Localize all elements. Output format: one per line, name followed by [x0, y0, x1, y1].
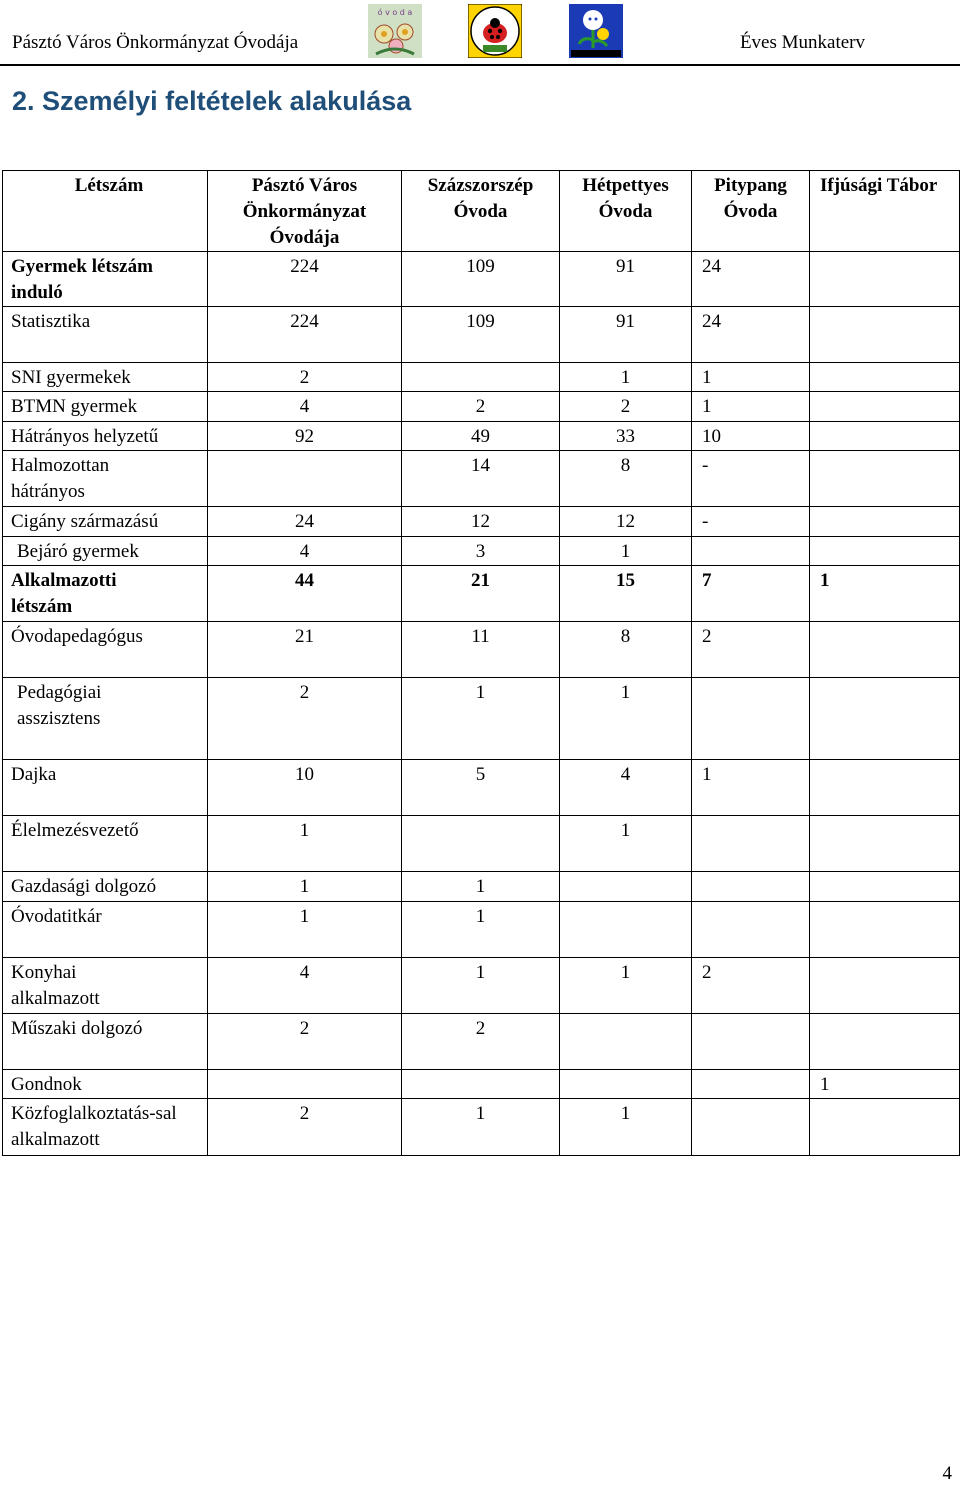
column-header: Százszorszép Óvoda	[402, 171, 560, 252]
table-header-row	[3, 171, 960, 252]
table-cell: 49	[402, 422, 560, 451]
table-cell: 24	[692, 252, 810, 307]
table-cell	[810, 678, 960, 760]
row-label	[3, 392, 208, 422]
table-row	[3, 451, 960, 507]
header-left: Pásztó Város Önkormányzat Óvodája	[12, 32, 299, 53]
table-cell	[810, 451, 960, 507]
table-row	[3, 872, 960, 902]
table-cell	[402, 816, 560, 872]
table-cell: 1	[208, 902, 402, 958]
table-cell: 2	[208, 363, 402, 392]
table-cell: 33	[560, 422, 692, 451]
table-cell	[810, 760, 960, 816]
table-row	[3, 252, 960, 307]
row-label	[3, 872, 208, 902]
row-label	[3, 307, 208, 363]
table-cell	[208, 451, 402, 507]
table-row	[3, 958, 960, 1014]
table-cell: 24	[692, 307, 810, 363]
table-row	[3, 1014, 960, 1070]
row-label-text: Halmozottan hátrányos	[11, 455, 110, 502]
row-label-text: Pedagógiai asszisztens	[17, 682, 102, 729]
table-cell: 4	[208, 392, 402, 422]
table-cell: -	[692, 451, 810, 507]
row-label-text: Bejáró gyermek	[17, 541, 139, 562]
row-label	[3, 363, 208, 392]
row-label-text: Közfoglalkoztatás-sal alkalmazott	[11, 1103, 177, 1150]
table-cell: 1	[560, 1099, 692, 1156]
table-cell	[692, 1099, 810, 1156]
column-header: Pitypang Óvoda	[692, 171, 810, 252]
row-label	[3, 1014, 208, 1070]
row-label-text: Gyermek létszám induló	[11, 256, 153, 303]
table-cell: 1	[208, 872, 402, 902]
table-row	[3, 422, 960, 451]
table-cell: 91	[560, 307, 692, 363]
staff-table	[2, 170, 960, 1156]
table-cell: 91	[560, 252, 692, 307]
table-cell: 12	[402, 507, 560, 537]
table-cell	[810, 392, 960, 422]
column-header: Létszám	[3, 171, 208, 252]
table-cell	[810, 537, 960, 566]
table-cell	[560, 902, 692, 958]
table-cell: 1	[692, 363, 810, 392]
table-cell: 4	[560, 760, 692, 816]
column-header: Hétpettyes Óvoda	[560, 171, 692, 252]
header-rule	[0, 64, 960, 66]
table-cell	[810, 622, 960, 678]
table-cell: 44	[208, 566, 402, 622]
table-cell	[810, 902, 960, 958]
table-cell: 3	[402, 537, 560, 566]
row-label	[3, 537, 208, 566]
row-label	[3, 252, 208, 307]
table-cell	[810, 816, 960, 872]
table-cell	[692, 872, 810, 902]
row-label-text: Statisztika	[11, 311, 91, 332]
table-cell: 21	[208, 622, 402, 678]
column-header: Pásztó Város Önkormányzat Óvodája	[208, 171, 402, 252]
table-row	[3, 678, 960, 760]
table-cell	[560, 1014, 692, 1070]
row-label	[3, 566, 208, 622]
row-label-text: BTMN gyermek	[11, 396, 138, 417]
row-label-text: Cigány származású	[11, 511, 159, 532]
table-cell	[810, 872, 960, 902]
row-label-text: Dajka	[11, 764, 57, 785]
row-label-text: Hátrányos helyzetű	[11, 426, 159, 447]
table-cell	[810, 1014, 960, 1070]
table-cell	[692, 537, 810, 566]
table-cell: 1	[560, 816, 692, 872]
table-cell: 1	[810, 566, 960, 622]
table-cell	[692, 678, 810, 760]
table-cell: 15	[560, 566, 692, 622]
table-cell: 14	[402, 451, 560, 507]
table-row	[3, 566, 960, 622]
table-cell	[810, 1099, 960, 1156]
table-cell	[810, 422, 960, 451]
table-row	[3, 307, 960, 363]
table-cell: 1	[560, 537, 692, 566]
row-label	[3, 902, 208, 958]
table-row	[3, 622, 960, 678]
table-cell	[810, 958, 960, 1014]
table-cell: 4	[208, 537, 402, 566]
table-cell: 11	[402, 622, 560, 678]
row-label	[3, 816, 208, 872]
table-cell: 1	[402, 1099, 560, 1156]
table-row	[3, 1099, 960, 1156]
table-cell	[208, 1070, 402, 1099]
table-cell	[810, 252, 960, 307]
table-cell: 2	[692, 622, 810, 678]
column-header: Ifjúsági Tábor	[810, 171, 960, 252]
table-cell: 224	[208, 252, 402, 307]
table-row	[3, 760, 960, 816]
table-cell	[560, 872, 692, 902]
table-row	[3, 816, 960, 872]
table-row	[3, 507, 960, 537]
row-label	[3, 760, 208, 816]
table-row	[3, 392, 960, 422]
row-label	[3, 622, 208, 678]
row-label	[3, 678, 208, 760]
row-label-text: Óvodapedagógus	[11, 626, 143, 647]
table-cell: 1	[560, 363, 692, 392]
table-cell	[692, 1014, 810, 1070]
table-cell: 5	[402, 760, 560, 816]
row-label-text: Gondnok	[11, 1074, 82, 1095]
table-cell: 12	[560, 507, 692, 537]
table-cell: 8	[560, 622, 692, 678]
row-label	[3, 451, 208, 507]
table-cell: 10	[692, 422, 810, 451]
header-right: Éves Munkaterv	[739, 32, 865, 53]
table-row	[3, 902, 960, 958]
table-cell: 224	[208, 307, 402, 363]
row-label	[3, 422, 208, 451]
table-row	[3, 537, 960, 566]
section-title: 2. Személyi feltételek alakulása	[12, 86, 412, 116]
table-cell: 2	[208, 1099, 402, 1156]
table-cell: 1	[560, 958, 692, 1014]
table-cell	[810, 507, 960, 537]
table-cell: 1	[402, 902, 560, 958]
table-cell: 1	[692, 392, 810, 422]
row-label-text: Műszaki dolgozó	[11, 1018, 143, 1039]
table-cell: 8	[560, 451, 692, 507]
table-cell: 2	[692, 958, 810, 1014]
table-cell: 10	[208, 760, 402, 816]
table-cell: 2	[402, 392, 560, 422]
table-cell: 109	[402, 252, 560, 307]
pitypang-logo	[569, 4, 623, 58]
row-label-text: Alkalmazotti létszám	[11, 570, 117, 617]
table-cell: 109	[402, 307, 560, 363]
table-cell: 2	[208, 1014, 402, 1070]
row-label-text: Gazdasági dolgozó	[11, 876, 157, 897]
table-cell: 2	[402, 1014, 560, 1070]
table-cell: 1	[692, 760, 810, 816]
table-cell: 2	[208, 678, 402, 760]
table-cell: 4	[208, 958, 402, 1014]
table-cell	[692, 902, 810, 958]
table-cell: 1	[402, 958, 560, 1014]
table-cell: 24	[208, 507, 402, 537]
hetpettyes-logo	[468, 4, 522, 58]
table-cell	[402, 1070, 560, 1099]
table-row	[3, 1070, 960, 1099]
table-cell: 1	[560, 678, 692, 760]
row-label	[3, 1070, 208, 1099]
row-label-text: Élelmezésvezető	[11, 820, 139, 841]
table-cell: 1	[208, 816, 402, 872]
table-cell	[810, 363, 960, 392]
row-label	[3, 958, 208, 1014]
table-cell	[560, 1070, 692, 1099]
table-cell: 2	[560, 392, 692, 422]
table-cell	[692, 1070, 810, 1099]
svg-text:ó v o d a: ó v o d a	[377, 8, 413, 17]
table-cell: 21	[402, 566, 560, 622]
table-cell: 1	[402, 678, 560, 760]
table-cell: 1	[810, 1070, 960, 1099]
table-cell	[402, 363, 560, 392]
table-cell: 1	[402, 872, 560, 902]
row-label-text: SNI gyermekek	[11, 367, 131, 388]
table-cell	[692, 816, 810, 872]
page-number: 4	[942, 1463, 952, 1484]
row-label	[3, 1099, 208, 1156]
row-label-text: Óvodatitkár	[11, 906, 102, 927]
table-row	[3, 363, 960, 392]
table-cell: 7	[692, 566, 810, 622]
table-cell: -	[692, 507, 810, 537]
table-cell: 92	[208, 422, 402, 451]
row-label	[3, 507, 208, 537]
table-cell	[810, 307, 960, 363]
row-label-text: Konyhai alkalmazott	[11, 962, 100, 1009]
szazszorszep-logo	[368, 4, 422, 58]
